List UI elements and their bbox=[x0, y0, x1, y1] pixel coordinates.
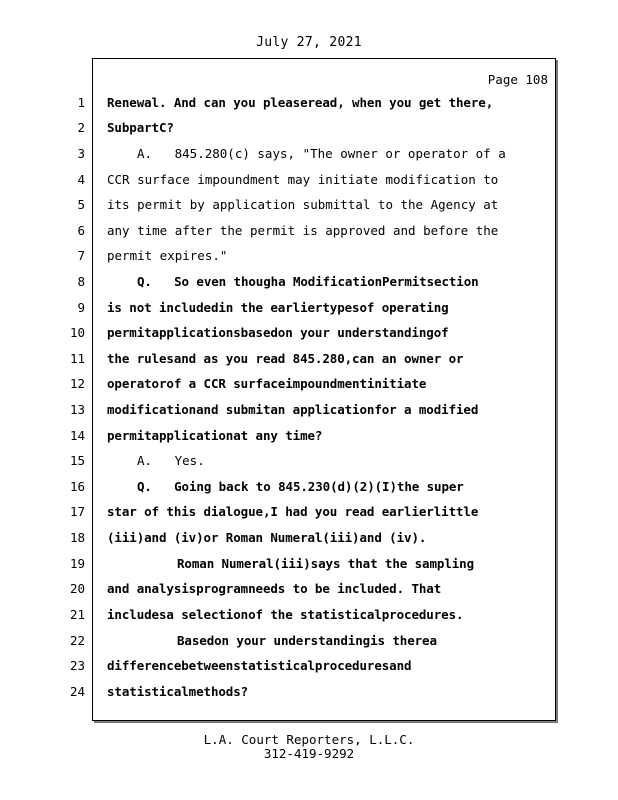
transcript-line: star of this dialogue,I had you read earlierlittle bbox=[107, 505, 479, 519]
line-number: 2 bbox=[77, 120, 85, 135]
transcript-line: any time after the permit is approved and before the bbox=[107, 224, 499, 238]
transcript-line: CCR surface impoundment may initiate modification to bbox=[107, 173, 499, 187]
line-number: 13 bbox=[69, 402, 85, 417]
line-number: 16 bbox=[69, 479, 85, 494]
reporter-phone: 312-419-9292 bbox=[263, 746, 355, 761]
line-number: 21 bbox=[69, 607, 85, 622]
line-number: 6 bbox=[77, 223, 85, 238]
line-number: 7 bbox=[77, 248, 85, 263]
transcript-line: permitapplicationat any time? bbox=[107, 429, 323, 443]
transcript-line: modificationand submitan applicationfor a modified bbox=[107, 403, 479, 417]
transcript-line: is not includedin the earliertypesof operating bbox=[107, 301, 449, 315]
transcript-line: its permit by application submittal to the Agency at bbox=[107, 198, 499, 212]
transcript-line: statisticalmethods? bbox=[107, 685, 249, 699]
line-number: 17 bbox=[69, 504, 85, 519]
transcript-line: Q. Going back to 845.230(d)(2)(I)the super bbox=[137, 480, 464, 494]
transcript-line: Roman Numeral(iii)says that the sampling bbox=[177, 557, 475, 571]
transcript-line: SubpartC? bbox=[107, 121, 174, 135]
line-number: 18 bbox=[69, 530, 85, 545]
line-number: 23 bbox=[69, 658, 85, 673]
line-number: 15 bbox=[69, 453, 85, 468]
line-number: 9 bbox=[77, 300, 85, 315]
transcript-date: July 27, 2021 bbox=[256, 35, 362, 50]
transcript-line: includesa selectionof the statisticalprocedures. bbox=[107, 608, 464, 622]
transcript-line: permit expires." bbox=[107, 249, 228, 263]
line-number: 11 bbox=[69, 351, 85, 366]
line-number: 3 bbox=[77, 146, 85, 161]
transcript-line: permitapplicationsbasedon your understandingof bbox=[107, 326, 449, 340]
line-number: 22 bbox=[69, 633, 85, 648]
line-number: 4 bbox=[77, 172, 85, 187]
line-number: 5 bbox=[77, 197, 85, 212]
transcript-line: operatorof a CCR surfaceimpoundmentinitiate bbox=[107, 377, 427, 391]
transcript-line: Renewal. And can you pleaseread, when you get there, bbox=[107, 96, 494, 110]
line-number: 19 bbox=[69, 556, 85, 571]
reporter-company: L.A. Court Reporters, L.L.C. bbox=[203, 732, 415, 747]
line-number: 10 bbox=[69, 325, 85, 340]
line-number: 1 bbox=[77, 95, 85, 110]
transcript-line: differencebetweenstatisticalproceduresand bbox=[107, 659, 412, 673]
transcript-line: Basedon your understandingis therea bbox=[177, 634, 437, 648]
transcript-line: the rulesand as you read 845.280,can an owner or bbox=[107, 352, 464, 366]
transcript-line: and analysisprogramneeds to be included. That bbox=[107, 582, 442, 596]
line-number: 24 bbox=[69, 684, 85, 699]
line-number: 8 bbox=[77, 274, 85, 289]
line-number: 20 bbox=[69, 581, 85, 596]
line-number: 14 bbox=[69, 428, 85, 443]
page-number: Page 108 bbox=[487, 72, 548, 87]
footer bbox=[0, 733, 618, 761]
line-number: 12 bbox=[69, 376, 85, 391]
transcript-line: A. Yes. bbox=[137, 454, 205, 468]
transcript-line: A. 845.280(c) says, "The owner or operator of a bbox=[137, 147, 506, 161]
transcript-line: (iii)and (iv)or Roman Numeral(iii)and (iv). bbox=[107, 531, 427, 545]
transcript-line: Q. So even thougha ModificationPermitsection bbox=[137, 275, 479, 289]
